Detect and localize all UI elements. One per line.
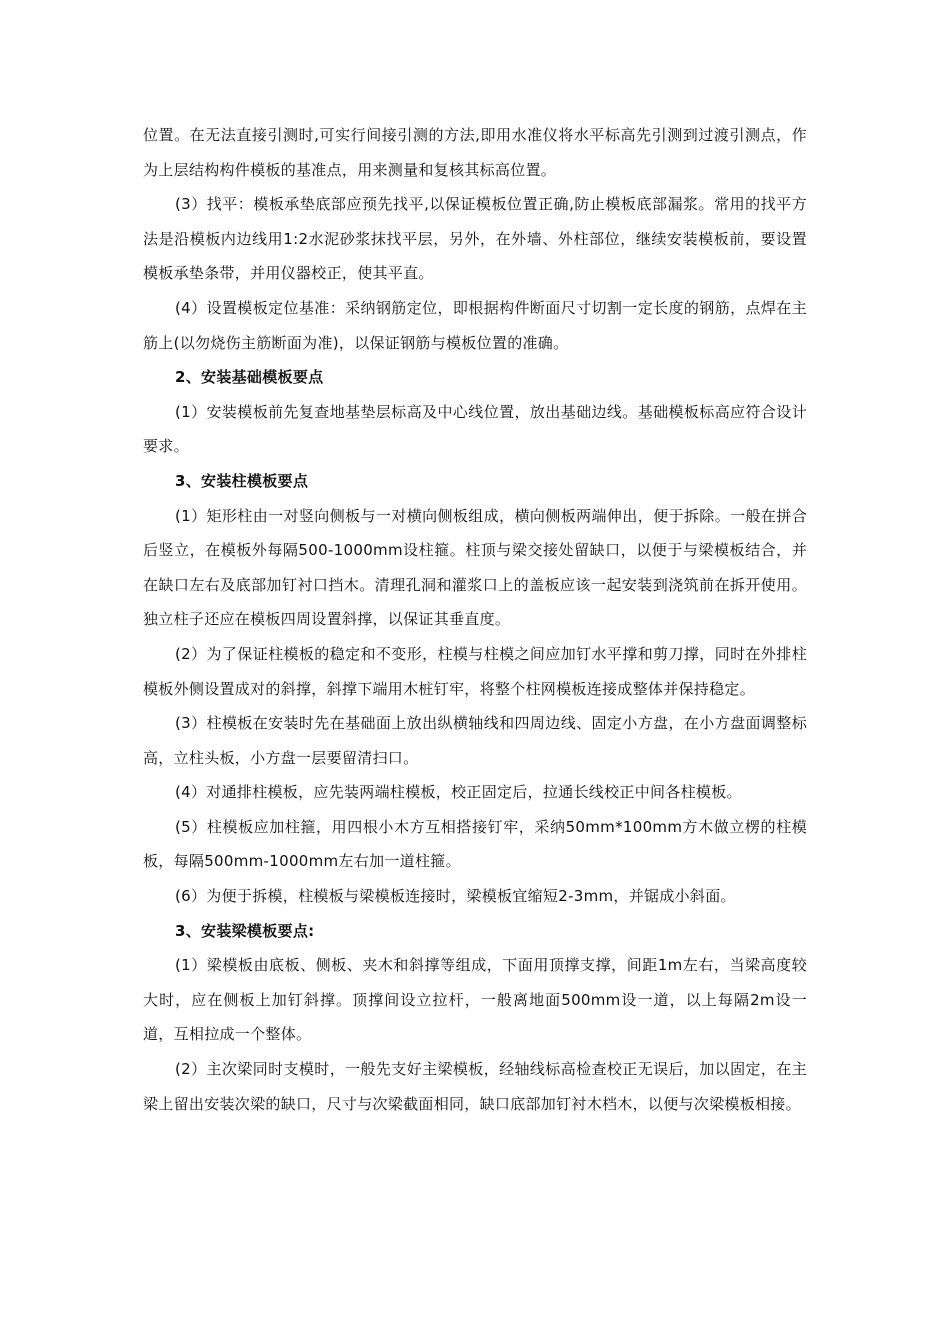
paragraph-3: (4）设置模板定位基准：采纳钢筋定位，即根据构件断面尺寸切割一定长度的钢筋，点焊在主筋上(以勿烧伤主筋断面为准)，以保证钢筋与模板位置的准确。 <box>143 298 807 352</box>
section-heading-foundation: 2、安装基础模板要点 <box>175 368 324 387</box>
section-heading-beam: 3、安装梁模板要点: <box>175 921 315 940</box>
paragraph-7: (3）柱模板在安装时先在基础面上放出纵横轴线和四周边线、固定小方盘，在小方盘面调整标高，立柱头板，小方盘一层要留清扫口。 <box>143 714 807 767</box>
document-body <box>143 118 807 1121</box>
paragraph-2: (3）找平：模板承垫底部应预先找平,以保证模板位置正确,防止模板底部漏浆。常用的找平方法是沿模板内边线用1:2水泥砂浆抹找平层，另外，在外墙、外柱部位，继续安装模板前，要设置模板承垫条带，并用仪器校正，使其平直。 <box>143 195 807 283</box>
paragraph-12: (2）主次梁同时支模时，一般先支好主梁模板，经轴线标高检查校正无误后，加以固定，在主梁上留出安装次梁的缺口，尺寸与次梁截面相同，缺口底部加钉衬木档木，以便与次梁模板相接。 <box>143 1060 807 1113</box>
paragraph-4: (1）安装模板前先复查地基垫层标高及中心线位置，放出基础边线。基础模板标高应符合设计要求。 <box>143 402 807 456</box>
paragraph-9: (5）柱模板应加柱箍，用四根小木方互相搭接钉牢，采纳50mm*100mm方木做立楞的柱模板，每隔500mm-1000mm左右加一道柱箍。 <box>143 817 807 871</box>
paragraph-11: (1）梁模板由底板、侧板、夹木和斜撑等组成，下面用顶撑支撑，间距1m左右，当梁高度较大时，应在侧板上加钉斜撑。顶撑间设立拉杆，一般离地面500mm设一道，以上每隔2m设一道，互相拉成一个整体。 <box>143 956 807 1044</box>
paragraph-10: (6）为便于拆模，柱模板与梁模板连接时，梁模板宜缩短2-3mm，并锯成小斜面。 <box>175 887 736 906</box>
section-heading-column: 3、安装柱模板要点 <box>175 471 309 490</box>
paragraph-1: 位置。在无法直接引测时,可实行间接引测的方法,即用水准仪将水平标高先引测到过渡引测点，作为上层结构构件模板的基准点，用来测量和复核其标高位置。 <box>143 126 807 179</box>
paragraph-5: (1）矩形柱由一对竖向侧板与一对横向侧板组成，横向侧板两端伸出，便于拆除。一般在拼合后竖立，在模板外每隔500-1000mm设柱箍。柱顶与梁交接处留缺口，以便于与梁模板结合，并在缺口左右及底部加钉衬口挡木。清理孔洞和灌浆口上的盖板应该一起安装到浇筑前在拆开使用。独立柱子还应在模板四周设置斜撑，以保证其垂直度。 <box>143 506 807 629</box>
paragraph-6: (2）为了保证柱模板的稳定和不变形，柱模与柱模之间应加钉水平撑和剪刀撑，同时在外排柱模板外侧设置成对的斜撑，斜撑下端用木桩钉牢，将整个柱网模板连接成整体并保持稳定。 <box>143 644 807 698</box>
paragraph-8: (4）对通排柱模板，应先装两端柱模板，校正固定后，拉通长线校正中间各柱模板。 <box>175 783 742 802</box>
